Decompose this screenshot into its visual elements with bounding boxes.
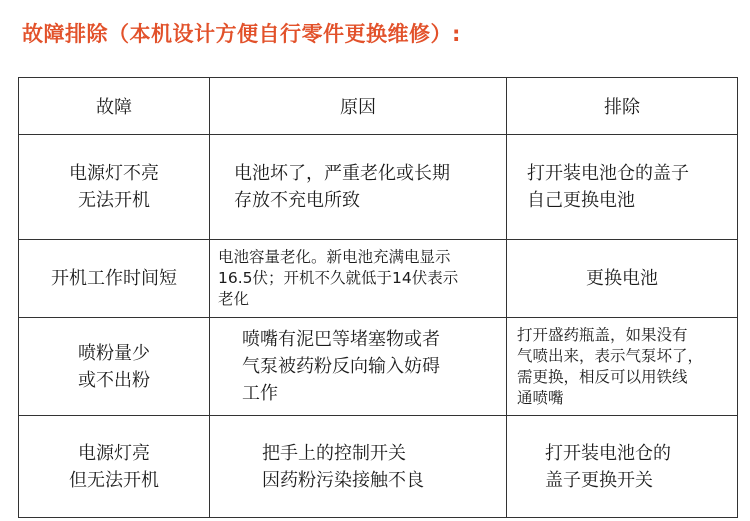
cause-text: 喷嘴有泥巴等堵塞物或者 气泵被药粉反向输入妨碍 工作 (242, 329, 440, 404)
fix-text: 打开装电池仓的 盖子更换开关 (545, 442, 671, 491)
fault-text: 电源灯亮 但无法开机 (69, 442, 159, 491)
cause-cell (210, 318, 507, 416)
header-fix: 排除 (507, 78, 738, 135)
table-row (19, 318, 738, 416)
table-row (19, 416, 738, 518)
cause-text: 把手上的控制开关 因药粉污染接触不良 (262, 442, 424, 491)
fault-cell (19, 135, 210, 240)
fix-cell (507, 416, 738, 518)
fix-text: 打开盛药瓶盖，如果没有 气喷出来，表示气泵坏了， 需更换，相反可以用铁线 通喷嘴 (517, 325, 704, 407)
fault-text: 电源灯不亮 无法开机 (69, 163, 159, 211)
table-row (19, 135, 738, 240)
fix-text: 打开装电池仓的盖子 自己更换电池 (527, 163, 689, 211)
table-row (19, 240, 738, 318)
troubleshooting-table (18, 77, 738, 518)
cause-cell (210, 240, 507, 318)
page-title: 故障排除（本机设计方便自行零件更换维修）: (22, 22, 461, 46)
fix-cell (507, 240, 738, 318)
fix-cell (507, 318, 738, 416)
header-cause: 原因 (210, 78, 507, 135)
fault-cell (19, 240, 210, 318)
table-header-row (19, 78, 738, 135)
fault-cell (19, 318, 210, 416)
cause-cell (210, 135, 507, 240)
fix-cell (507, 135, 738, 240)
fault-text: 开机工作时间短 (51, 268, 177, 289)
header-fault: 故障 (19, 78, 210, 135)
fault-cell (19, 416, 210, 518)
cause-text: 电池坏了，严重老化或长期 存放不充电所致 (234, 163, 450, 211)
cause-text: 电池容量老化。新电池充满电显示 16.5伏；开机不久就低于14伏表示 老化 (218, 248, 459, 308)
fault-text: 喷粉量少 或不出粉 (78, 342, 150, 391)
cause-cell (210, 416, 507, 518)
fix-text: 更换电池 (586, 268, 658, 289)
